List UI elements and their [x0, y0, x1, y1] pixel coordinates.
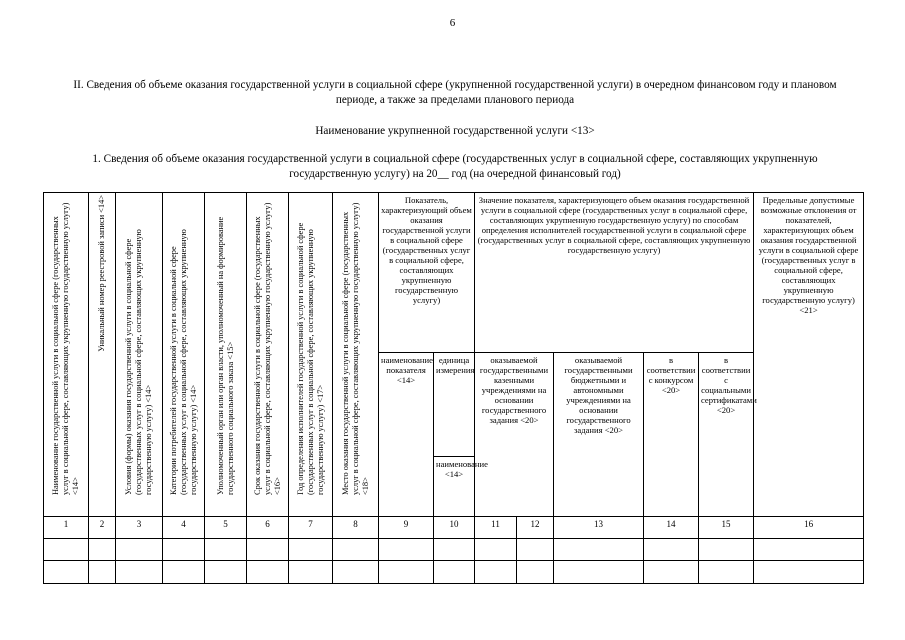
volume-table — [43, 192, 864, 584]
header-col-8 — [333, 193, 379, 517]
competition-header: в соответствии с конкурсом <20> — [644, 353, 699, 517]
column-number: 1 — [44, 517, 89, 539]
data-cell[interactable] — [379, 539, 434, 561]
header-col-1 — [44, 193, 89, 517]
data-cell[interactable] — [699, 539, 754, 561]
column-number: 4 — [163, 517, 205, 539]
column-number: 6 — [247, 517, 289, 539]
data-cell[interactable] — [644, 539, 699, 561]
header-col-6 — [247, 193, 289, 517]
data-cell[interactable] — [754, 561, 864, 584]
column-number: 3 — [116, 517, 163, 539]
header-col-5-text: Уполномоченный орган или орган власти, уполномоченный на формирование государственного социального заказа <15> — [215, 216, 235, 495]
column-number: 8 — [333, 517, 379, 539]
data-cell[interactable] — [205, 561, 247, 584]
data-cell[interactable] — [116, 539, 163, 561]
data-cell[interactable] — [289, 539, 333, 561]
header-col-7 — [289, 193, 333, 517]
column-number: 2 — [89, 517, 116, 539]
data-cell[interactable] — [644, 561, 699, 584]
data-cell[interactable] — [379, 561, 434, 584]
data-cell[interactable] — [247, 539, 289, 561]
column-number: 14 — [644, 517, 699, 539]
column-number: 13 — [554, 517, 644, 539]
subsection-title: 1. Сведения об объеме оказания государственной услуги в социальной сфере (государственных услуг в социальной сфере, составляющих укрупненную государственную услугу) на 20__ год (на очередной финансовый год) — [92, 153, 818, 180]
data-cell[interactable] — [44, 561, 89, 584]
header-col-2 — [89, 193, 116, 517]
header-col-1-text: Наименование государственной услуги в социальной сфере (государственных услуг в социальной сфере, составляющих укрупненную государственную услугу) <14> — [51, 202, 80, 495]
data-cell[interactable] — [754, 539, 864, 561]
data-cell[interactable] — [116, 561, 163, 584]
unit-name-header: наименование <14> — [434, 457, 475, 517]
header-col-8-text: Место оказания государственной услуги в социальной сфере (государственных услуг в социальной сфере, составляющих укрупненную государственную услугу) <18> — [340, 202, 370, 495]
column-number: 7 — [289, 517, 333, 539]
header-col-7-text: Год определения исполнителей государственной услуги в социальной сфере (государственных услуг в социальной сфере, составляющих укрупненную государственную услугу) <17> — [295, 222, 325, 495]
data-cell[interactable] — [289, 561, 333, 584]
header-col-3-text: Условия (формы) оказания государственной услуги в социальной сфере (государственных услуг в социальной сфере, составляющих укрупненную государственную услугу) <14> — [124, 229, 153, 495]
header-col-6-text: Срок оказания государственной услуги в социальной сфере (государственных услуг в социальной сфере, составляющих укрупненную государственную услугу) <16> — [252, 202, 282, 495]
page-number: 6 — [449, 17, 456, 29]
header-col-4 — [163, 193, 205, 517]
data-cell[interactable] — [699, 561, 754, 584]
data-cell[interactable] — [333, 539, 379, 561]
budget-institutions-header: оказываемой государственными бюджетными и автономными учреждениями на основании государственного задания <20> — [554, 353, 644, 517]
header-col-4-text: Категории потребителей государственной услуги в социальной сфере (государственных услуг в социальной сфере, составляющих укрупненную государственную услугу) <14> — [168, 229, 198, 495]
header-col-5 — [205, 193, 247, 517]
header-col-3 — [116, 193, 163, 517]
data-cell[interactable] — [205, 539, 247, 561]
data-cell[interactable] — [247, 561, 289, 584]
data-cell[interactable] — [44, 539, 89, 561]
data-cell[interactable] — [89, 561, 116, 584]
data-cell[interactable] — [89, 539, 116, 561]
state-institutions-header: оказываемой государственными казенными учреждениями на основании государственного задания <20> — [475, 353, 554, 517]
header-col-2-text: Уникальный номер реестровой записи <14> — [97, 195, 106, 352]
column-number: 16 — [754, 517, 864, 539]
indicator-header: Показатель, характеризующий объем оказания государственной услуги в социальной сфере (государственных услуг в социальной сфере, составляющих укрупненную государственную услугу) — [379, 193, 475, 353]
column-number-row — [44, 517, 864, 539]
column-number: 9 — [379, 517, 434, 539]
service-name-line: Наименование укрупненной государственной услуги <13> — [315, 125, 595, 137]
section-title: II. Сведения об объеме оказания государственной услуги в социальной сфере (укрупненной государственной услуги) в очередном финансовом году и плановом периоде, а также за пределами планового периода — [73, 79, 837, 106]
table-row — [44, 561, 864, 584]
data-cell[interactable] — [333, 561, 379, 584]
indicator-name-header: наименование показателя <14> — [379, 353, 434, 517]
data-cell[interactable] — [554, 539, 644, 561]
data-cell[interactable] — [434, 539, 475, 561]
table-row — [44, 539, 864, 561]
column-number: 15 — [699, 517, 754, 539]
data-cell[interactable] — [163, 561, 205, 584]
deviation-header: Предельные допустимые возможные отклонения от показателей, характеризующих объем оказания государственной услуги в социальной сфере (государственных услуг в социальной сфере, составляющих укрупненную государственную услугу) <21> — [754, 193, 864, 517]
data-cell[interactable] — [434, 561, 475, 584]
column-number: 12 — [517, 517, 554, 539]
data-cell[interactable] — [475, 561, 517, 584]
data-cell[interactable] — [554, 561, 644, 584]
data-cell[interactable] — [475, 539, 517, 561]
column-number: 10 — [434, 517, 475, 539]
column-number: 11 — [475, 517, 517, 539]
data-cell[interactable] — [517, 539, 554, 561]
unit-header: единица измерения — [434, 353, 475, 457]
data-cell[interactable] — [163, 539, 205, 561]
certificates-header: в соответствии с социальными сертификатами <20> — [699, 353, 754, 517]
column-number: 5 — [205, 517, 247, 539]
data-cell[interactable] — [517, 561, 554, 584]
value-header: Значение показателя, характеризующего объем оказания государственной услуги в социальной сфере (государственных услуг в социальной сфере, составляющих укрупненную государственную услугу) по способам определения исполнителей государственной услуги в социальной сфере (государственных услуг в социальной сфере, составляющих укрупненную государственную услугу) — [475, 193, 754, 353]
